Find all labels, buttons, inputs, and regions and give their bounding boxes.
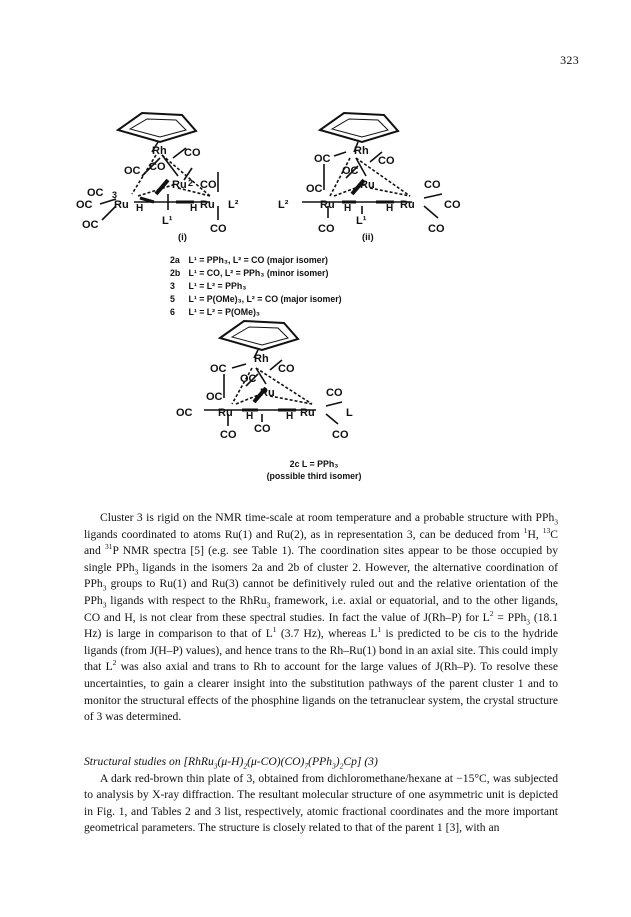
co-label: CO <box>332 429 349 441</box>
ligand-l-label: L <box>346 407 353 419</box>
ru-atom-label: Ru <box>360 179 375 191</box>
co-label: CO <box>326 387 343 399</box>
cyclopentadienyl-ring <box>118 113 196 142</box>
co-label: CO <box>318 223 335 235</box>
structure-2c-diagram <box>166 318 416 453</box>
oc-label: OC <box>314 153 331 165</box>
oc-label: OC <box>342 165 359 177</box>
ru-atom-label: Ru <box>400 199 415 211</box>
oc-label: OC <box>76 199 93 211</box>
ligand-l1-label: L¹ <box>356 215 367 227</box>
body-section-2 <box>84 754 558 837</box>
legend-compound-number: 3 <box>170 281 175 291</box>
paragraph-text: Cluster 3 is rigid on the NMR time-scale at room temperature and a probable structure with PPh$_3$ ligands coordinated to atoms Ru(1) and Ru(2), as in representation 3, can be deduced from $^1$H, $^{13}$C and $^{31}$P NMR spectra [5] (e.g. see Table 1). The coordination sites appear to be those occupied by single PPh$_3$ ligands in the isomers 2a and 2b of cluster 2. However, the alternative coordination of PPh$_3$ groups to Ru(1) and Ru(3) cannot be definitively ruled out and the relative orientation of the PPh$_3$ ligands with respect to the RhRu$_3$ framework, i.e. axial or equatorial, and to the other ligands, CO and H, is not clear from these spectral studies. In fact the value of J(Rh–P) for $L^2 = PPh_3$ (18.1 Hz) is large in comparison to that of $L^1$ (3.7 Hz), whereas $L^1$ is predicted to be cis to the hydride ligands (from J(H–P) values), and hence trans to the Rh–Ru(1) bond in an axial site. This could imply that $L^2$ was also axial and trans to Rh to account for the large values of J(Rh–P). To resolve these uncertainties, to gain a clearer insight into the substitution pathways of the parent cluster 1 and to monitor the structural effects of the phosphine ligands on the tetranuclear system, the crystal structure of 3 was determined. <box>84 511 558 724</box>
ru-atom-label: Ru <box>200 199 215 211</box>
hydride-label: H <box>386 203 394 214</box>
legend-compound-number: 5 <box>170 294 175 304</box>
legend-text: L¹ = L² = PPh₃ <box>188 281 247 291</box>
ru-atom-label: Ru <box>172 179 187 191</box>
rh-atom-label: Rh <box>354 145 369 157</box>
legend-row <box>170 267 470 280</box>
legend-compound-number: 2a <box>170 255 180 265</box>
legend-compound-number: 6 <box>170 307 175 317</box>
co-label: CO <box>278 363 295 375</box>
oc-label: OC <box>124 165 141 177</box>
cyclopentadienyl-ring <box>220 321 298 350</box>
hydride-label: H <box>190 203 198 214</box>
co-label: CO <box>200 179 217 191</box>
co-label: CO <box>254 423 271 435</box>
hydride-label: H <box>286 411 294 422</box>
ligand-l2-label: L² <box>228 199 239 211</box>
legend-compound-number: 2b <box>170 268 181 278</box>
isomer-caption-line: (possible third isomer) <box>266 471 362 481</box>
oc-label: OC <box>240 373 257 385</box>
body-paragraph-1 <box>84 510 558 726</box>
legend-row <box>170 254 470 267</box>
co-label: CO <box>444 199 461 211</box>
rh-atom-label: Rh <box>254 353 269 365</box>
co-label: CO <box>210 223 227 235</box>
hydride-label: H <box>344 203 352 214</box>
ru-atom-label: Ru <box>260 387 275 399</box>
oc-label: OC <box>87 187 104 199</box>
paragraph-text: A dark red-brown thin plate of 3, obtained from dichloromethane/hexane at −15°C, was subjected to analysis by X-ray diffraction. The resultant molecular structure of one asymmetric unit is depicted in Fig. 1, and Tables 2 and 3 list, respectively, atomic fractional coordinates and the more important geometrical parameters. The structure is closely related to that of the parent 1 [3], with an <box>84 771 558 835</box>
structure-ii-diagram <box>262 108 512 243</box>
co-label: CO <box>149 161 166 173</box>
legend-row <box>170 280 470 293</box>
number-3-label: 3 <box>112 190 118 200</box>
page-number: 323 <box>560 53 579 67</box>
rh-atom-label: Rh <box>152 145 167 157</box>
oc-label: OC <box>306 183 323 195</box>
hydride-label: H <box>136 203 144 214</box>
cyclopentadienyl-ring <box>320 113 398 142</box>
ru-atom-label: Ru <box>218 407 233 419</box>
hydride-label: H <box>246 411 254 422</box>
legend-text: L¹ = P(OMe)₃, L² = CO (major isomer) <box>188 294 342 304</box>
oc-label: OC <box>210 363 227 375</box>
ru-atom-label: Ru <box>320 199 335 211</box>
oc-label: OC <box>206 391 223 403</box>
section-heading: Structural studies on $[RhRu_3(\mu-H)_2(\mu-CO)(CO)_7(PPh_3)_2Cp]$ (3) <box>84 755 378 771</box>
structure-i-caption: (i) <box>178 232 187 243</box>
co-label: CO <box>378 155 395 167</box>
legend-text: L¹ = L² = P(OMe)₃ <box>188 307 260 317</box>
legend-text: L¹ = PPh₃, L² = CO (major isomer) <box>188 255 328 265</box>
oc-label: OC <box>176 407 193 419</box>
isomer-caption <box>214 458 414 482</box>
co-label: CO <box>220 429 237 441</box>
legend-row <box>170 293 470 306</box>
legend-text: L¹ = CO, L² = PPh₃ (minor isomer) <box>188 268 329 278</box>
ligand-l2-label: L² <box>278 199 289 211</box>
co-label: CO <box>428 223 445 235</box>
co-label: CO <box>184 147 201 159</box>
co-label: CO <box>424 179 441 191</box>
ligand-legend <box>170 254 470 319</box>
ru-atom-label: Ru <box>300 407 315 419</box>
ru-atom-label: Ru <box>114 199 129 211</box>
structure-ii-caption: (ii) <box>362 232 374 243</box>
number-2-label: 2 <box>188 178 194 188</box>
ligand-l1-label: L¹ <box>162 215 173 227</box>
oc-label: OC <box>82 219 99 231</box>
isomer-caption-line: 2c L = PPh₃ <box>289 459 339 469</box>
